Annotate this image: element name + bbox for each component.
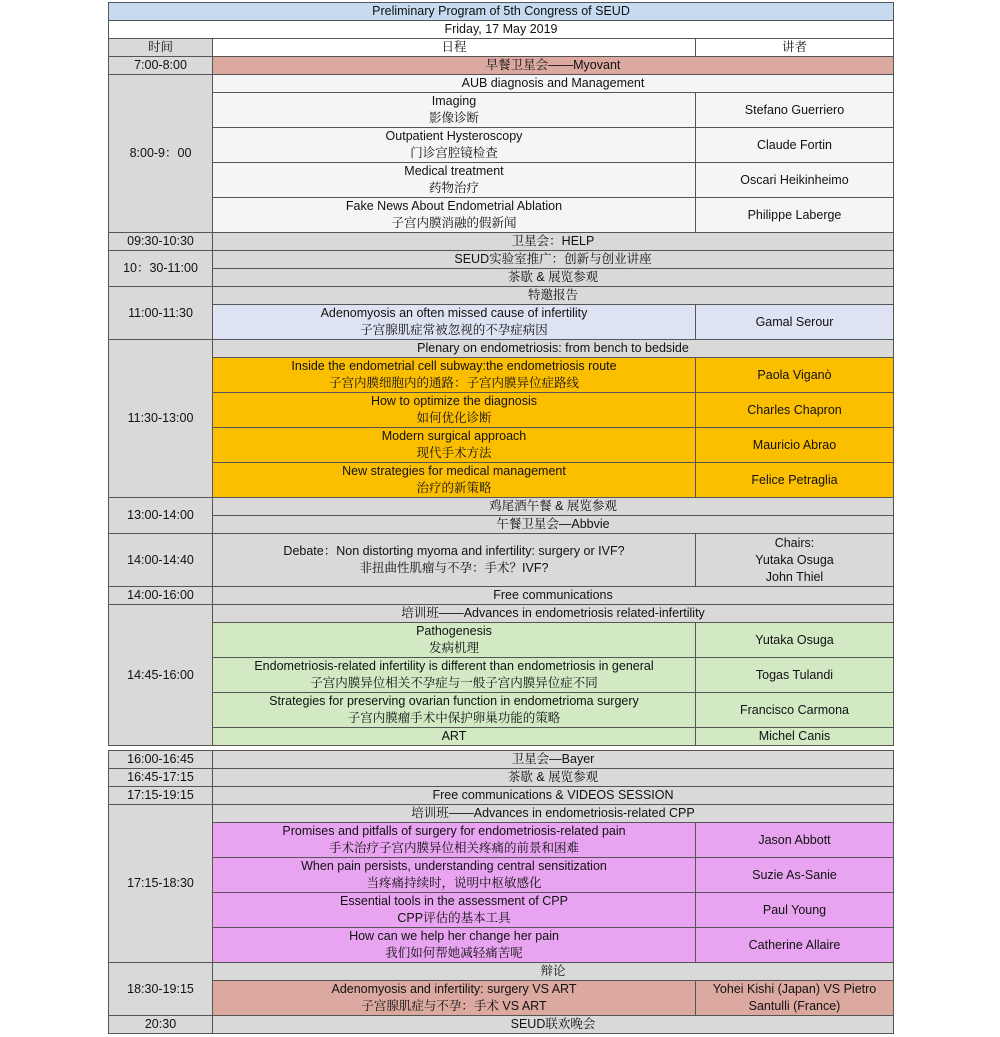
table-row bbox=[109, 251, 894, 269]
table-row bbox=[109, 198, 894, 233]
talk-title: How can we help her change her pain 我们如何帮她减轻痛苦呢 bbox=[213, 928, 696, 963]
session-heading: AUB diagnosis and Management bbox=[213, 75, 894, 93]
talk-title: Adenomyosis and infertility: surgery VS ART 子宫腺肌症与不孕：手术 VS ART bbox=[213, 981, 696, 1016]
speaker-cell: Stefano Guerriero bbox=[695, 93, 893, 128]
time-cell: 20:30 bbox=[109, 1016, 213, 1034]
time-cell: 16:00-16:45 bbox=[109, 751, 213, 769]
time-cell: 14:45-16:00 bbox=[109, 605, 213, 746]
session-cell: 卫星会—Bayer bbox=[213, 751, 894, 769]
column-header-time: 时间 bbox=[109, 39, 213, 57]
table-row bbox=[109, 128, 894, 163]
time-cell: 8:00-9：00 bbox=[109, 75, 213, 233]
table-row bbox=[109, 516, 894, 534]
time-cell: 7:00-8:00 bbox=[109, 57, 213, 75]
talk-title: Medical treatment 药物治疗 bbox=[213, 163, 696, 198]
talk-title: Strategies for preserving ovarian function in endometrioma surgery 子宫内膜瘤手术中保护卵巢功能的策略 bbox=[213, 693, 696, 728]
table-row bbox=[109, 658, 894, 693]
speaker-cell: Yutaka Osuga bbox=[695, 623, 893, 658]
table-row bbox=[109, 57, 894, 75]
speaker-cell: Francisco Carmona bbox=[695, 693, 893, 728]
program-title: Preliminary Program of 5th Congress of SEUD bbox=[109, 3, 894, 21]
session-heading: 特邀报告 bbox=[213, 287, 894, 305]
session-heading: 培训班——Advances in endometriosis related-infertility bbox=[213, 605, 894, 623]
talk-title: Promises and pitfalls of surgery for endometriosis-related pain 手术治疗子宫内膜异位相关疼痛的前景和困难 bbox=[213, 823, 696, 858]
session-cell: Free communications & VIDEOS SESSION bbox=[213, 787, 894, 805]
table-row bbox=[109, 769, 894, 787]
speaker-cell: Claude Fortin bbox=[695, 128, 893, 163]
table-row bbox=[109, 623, 894, 658]
table-row bbox=[109, 93, 894, 128]
time-cell: 14:00-14:40 bbox=[109, 534, 213, 587]
time-cell: 11:00-11:30 bbox=[109, 287, 213, 340]
talk-title: How to optimize the diagnosis 如何优化诊断 bbox=[213, 393, 696, 428]
session-cell: SEUD联欢晚会 bbox=[213, 1016, 894, 1034]
session-cell: 茶歇 & 展览参观 bbox=[213, 769, 894, 787]
table-row bbox=[109, 1016, 894, 1034]
session-cell: 午餐卫星会—Abbvie bbox=[213, 516, 894, 534]
table-row bbox=[109, 787, 894, 805]
table-row bbox=[109, 928, 894, 963]
speaker-cell: Felice Petraglia bbox=[695, 463, 893, 498]
talk-title: Essential tools in the assessment of CPP CPP评估的基本工具 bbox=[213, 893, 696, 928]
table-row bbox=[109, 693, 894, 728]
speaker-cell: Yohei Kishi (Japan) VS Pietro Santulli (France) bbox=[696, 981, 894, 1016]
table-row bbox=[109, 534, 894, 587]
time-cell: 10：30-11:00 bbox=[109, 251, 213, 287]
table-row bbox=[109, 340, 894, 358]
talk-title: Outpatient Hysteroscopy 门诊宫腔镜检查 bbox=[213, 128, 696, 163]
time-cell: 14:00-16:00 bbox=[109, 587, 213, 605]
table-row bbox=[109, 233, 894, 251]
table-row bbox=[109, 981, 894, 1016]
table-row bbox=[109, 805, 894, 823]
table-row bbox=[109, 75, 894, 93]
talk-title: Fake News About Endometrial Ablation 子宫内膜消融的假新闻 bbox=[213, 198, 696, 233]
session-cell: Free communications bbox=[213, 587, 894, 605]
speaker-cell: Catherine Allaire bbox=[696, 928, 894, 963]
speaker-cell: Mauricio Abrao bbox=[695, 428, 893, 463]
session-heading: 培训班——Advances in endometriosis-related CPP bbox=[213, 805, 894, 823]
talk-title: Endometriosis-related infertility is different than endometriosis in general 子宫内膜异位相关不孕症与一般子宫内膜异位症不同 bbox=[213, 658, 696, 693]
table-row bbox=[109, 605, 894, 623]
chairs-cell: Chairs: Yutaka Osuga John Thiel bbox=[695, 534, 893, 587]
table-row bbox=[109, 269, 894, 287]
session-cell: 鸡尾酒午餐 & 展览参观 bbox=[213, 498, 894, 516]
speaker-cell: Togas Tulandi bbox=[695, 658, 893, 693]
talk-title: Debate：Non distorting myoma and infertility: surgery or IVF? 非扭曲性肌瘤与不孕：手术？IVF? bbox=[213, 534, 696, 587]
table-row bbox=[109, 751, 894, 769]
table-row bbox=[109, 858, 894, 893]
program-date: Friday, 17 May 2019 bbox=[109, 21, 894, 39]
table-row bbox=[109, 823, 894, 858]
talk-title: Imaging 影像诊断 bbox=[213, 93, 696, 128]
session-cell: 早餐卫星会——Myovant bbox=[213, 57, 894, 75]
program-table-part2 bbox=[108, 750, 894, 1034]
talk-title: Adenomyosis an often missed cause of infertility 子宫腺肌症常被忽视的不孕症病因 bbox=[213, 305, 696, 340]
speaker-cell: Paola Viganò bbox=[695, 358, 893, 393]
session-heading: 辩论 bbox=[213, 963, 894, 981]
time-cell: 17:15-19:15 bbox=[109, 787, 213, 805]
table-row bbox=[109, 358, 894, 393]
speaker-cell: Gamal Serour bbox=[695, 305, 893, 340]
table-row bbox=[109, 163, 894, 198]
session-cell: 卫星会：HELP bbox=[213, 233, 894, 251]
table-row bbox=[109, 893, 894, 928]
talk-title: Modern surgical approach 现代手术方法 bbox=[213, 428, 696, 463]
speaker-cell: Philippe Laberge bbox=[695, 198, 893, 233]
speaker-cell: Paul Young bbox=[696, 893, 894, 928]
talk-title: New strategies for medical management 治疗的新策略 bbox=[213, 463, 696, 498]
time-cell: 16:45-17:15 bbox=[109, 769, 213, 787]
table-row bbox=[109, 287, 894, 305]
speaker-cell: Oscari Heikinheimo bbox=[695, 163, 893, 198]
time-cell: 17:15-18:30 bbox=[109, 805, 213, 963]
speaker-cell: Jason Abbott bbox=[696, 823, 894, 858]
time-cell: 18:30-19:15 bbox=[109, 963, 213, 1016]
table-row bbox=[109, 428, 894, 463]
time-cell: 09:30-10:30 bbox=[109, 233, 213, 251]
table-row bbox=[109, 463, 894, 498]
talk-title: Pathogenesis 发病机理 bbox=[213, 623, 696, 658]
time-cell: 13:00-14:00 bbox=[109, 498, 213, 534]
program-table-part1 bbox=[108, 2, 894, 746]
speaker-cell: Charles Chapron bbox=[695, 393, 893, 428]
column-header-program: 日程 bbox=[213, 39, 696, 57]
column-header-speaker: 讲者 bbox=[695, 39, 893, 57]
talk-title: Inside the endometrial cell subway:the endometriosis route 子宫内膜细胞内的通路：子宫内膜异位症路线 bbox=[213, 358, 696, 393]
speaker-cell: Michel Canis bbox=[695, 728, 893, 746]
talk-title: ART bbox=[213, 728, 696, 746]
table-row bbox=[109, 963, 894, 981]
session-heading: Plenary on endometriosis: from bench to bedside bbox=[213, 340, 894, 358]
table-row bbox=[109, 393, 894, 428]
table-row bbox=[109, 498, 894, 516]
talk-title: When pain persists, understanding central sensitization 当疼痛持续时，说明中枢敏感化 bbox=[213, 858, 696, 893]
session-cell: SEUD实验室推广：创新与创业讲座 bbox=[213, 251, 894, 269]
table-row bbox=[109, 587, 894, 605]
table-row bbox=[109, 305, 894, 340]
session-cell: 茶歇 & 展览参观 bbox=[213, 269, 894, 287]
time-cell: 11:30-13:00 bbox=[109, 340, 213, 498]
table-row bbox=[109, 728, 894, 746]
speaker-cell: Suzie As-Sanie bbox=[696, 858, 894, 893]
